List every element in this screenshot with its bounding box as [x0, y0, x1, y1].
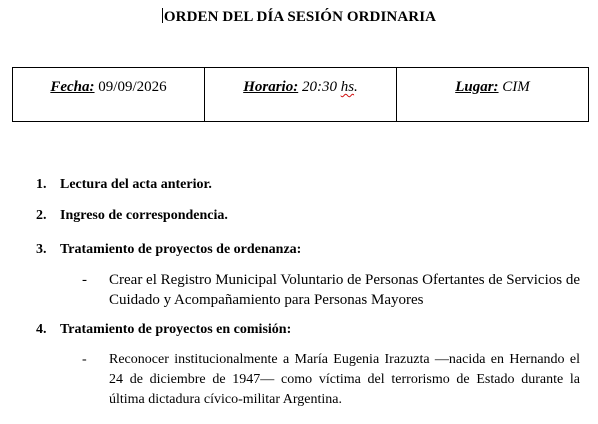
horario-cell[interactable] — [205, 68, 397, 122]
session-info-row — [13, 68, 589, 122]
lugar-value: CIM — [498, 79, 530, 95]
horario-suffix: . — [354, 79, 358, 95]
agenda-item-text: Ingreso de correspondencia. — [60, 208, 228, 223]
agenda-item-number: 1. — [36, 177, 47, 192]
agenda-item-number: 3. — [36, 242, 47, 257]
bullet-dash: - — [82, 272, 87, 288]
page-title-text: ORDEN DEL DÍA SESIÓN ORDINARIA — [163, 9, 437, 25]
agenda-subitem-text: Reconocer institucionalmente a María Eugenia Irazuzta —nacida en Hernando el 24 de diciembre de 1947— como víctima del terrorismo de Estado durante la última dictadura cívico-militar Argentina. — [109, 352, 580, 407]
bullet-dash: - — [82, 352, 87, 367]
agenda-item-text: Tratamiento de proyectos de ordenanza: — [60, 242, 302, 257]
lugar-cell[interactable] — [397, 68, 589, 122]
fecha-cell[interactable] — [13, 68, 205, 122]
lugar-label: Lugar: — [455, 79, 499, 95]
horario-label: Horario: — [243, 79, 299, 95]
text-cursor — [162, 8, 163, 23]
agenda-item-text: Lectura del acta anterior. — [60, 177, 212, 192]
agenda-subitem-text: Crear el Registro Municipal Voluntario de Personas Ofertantes de Servicios de Cuidado y Acompañamiento para Personas Mayores — [109, 272, 580, 308]
fecha-value: 09/09/2026 — [94, 79, 167, 95]
agenda-item-number: 2. — [36, 208, 47, 223]
horario-time: 20:30 — [298, 79, 341, 95]
agenda-item-number: 4. — [36, 322, 47, 337]
agenda-item-text: Tratamiento de proyectos en comisión: — [60, 322, 292, 337]
fecha-label: Fecha: — [50, 79, 95, 95]
session-info-table — [12, 67, 589, 122]
page-title — [0, 8, 598, 26]
horario-unit: hs — [340, 79, 355, 95]
